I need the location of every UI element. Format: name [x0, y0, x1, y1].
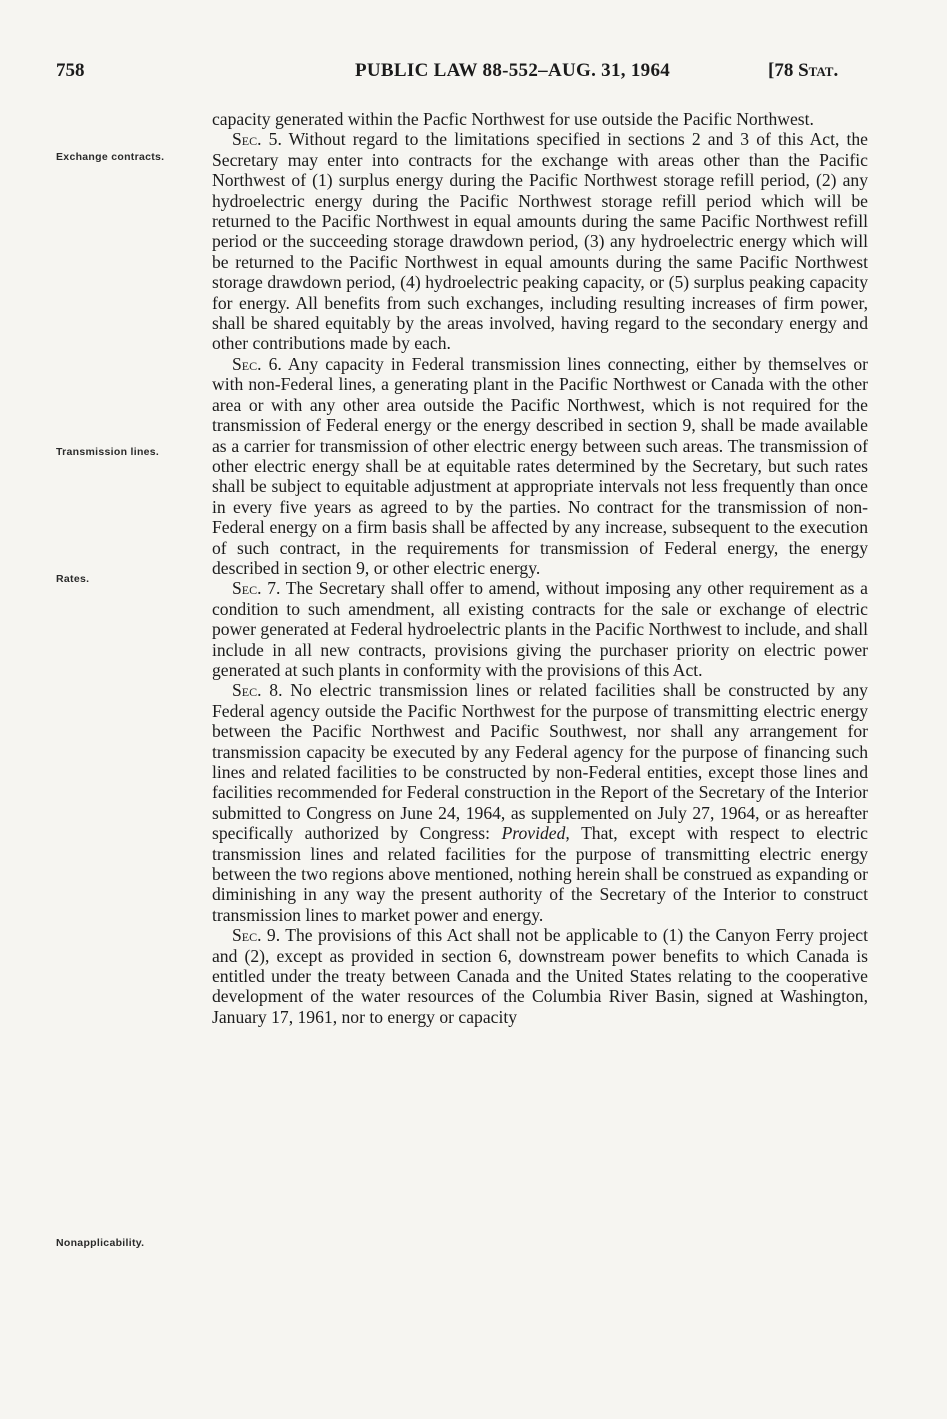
margin-note-rates: Rates.: [56, 573, 90, 585]
section-8-label: Sec. 8.: [232, 680, 283, 701]
section-9: [212, 925, 868, 1027]
section-8-proviso: Provided,: [501, 823, 570, 844]
margin-note-transmission-lines: Transmission lines.: [56, 446, 160, 458]
statute-reference: [78 Stat.: [768, 60, 839, 81]
section-5-text: Without regard to the limitations specified in sections 2 and 3 of this Act, the Secretary may enter into contracts for the exchange with areas other than the Pacific Northwest of (1) surplus energy during the Pacific Northwest storage refill period, (2) any hydroelectric energy during the Pacific Northwest storage refill period which will be returned to the Pacific Northwest in equal amounts during the same Pacific Northwest refill period or the succeeding storage drawdown period, (3) any hydroelectric energy which will be returned to the Pacific Northwest in equal amounts during the same Pacific Northwest storage drawdown period, (4) hydroelectric peaking capacity, or (5) surplus peaking capacity for energy. All benefits from such exchanges, including resulting increases of firm power, shall be shared equitably by the areas involved, having regard to the secondary energy and other contributions made by each.: [212, 129, 868, 354]
continuation-paragraph: capacity generated within the Pacfic Northwest for use outside the Pacific Northwest.: [212, 109, 814, 129]
section-8-text-before: No electric transmission lines or related facilities shall be constructed by any Federal agency outside the Pacific Northwest for the purpose of transmitting electric energy between the Pacific Northwest and Pacific Southwest, nor shall any arrangement for transmission capacity be executed by any Federal agency for the purpose of financing such lines and related facilities to be constructed by non-Federal entities, except those lines and facilities recommended for Federal construction in the Report of the Secretary of the Interior submitted to Congress on June 24, 1964, as supplemented on July 27, 1964, or as hereafter specifically authorized by Congress:: [212, 680, 868, 844]
page-number: 758: [56, 60, 85, 81]
section-6-label: Sec. 6.: [232, 353, 282, 374]
statute-body: [212, 109, 868, 1027]
section-6-text: Any capacity in Federal transmission lines connecting, either by themselves or with non-Federal lines, a generating plant in the Pacific Northwest or Canada with the other area or with any other area outside the Pacific Northwest, which is not required for the transmission of Federal energy or the energy described in section 9, shall be made available as a carrier for transmission of other electric energy between such areas. The transmission of other electric energy shall be at equitable rates determined by the Secretary, but such rates shall be subject to equitable adjustment at appropriate intervals not less frequently than once in every five years as agreed to by the parties. No contract for the transmission of non-Federal energy on a firm basis shall be affected by any increase, subsequent to the execution of such contract, in the requirements for transmission of Federal energy, the energy described in section 9, or other electric energy.: [212, 353, 868, 578]
running-title: PUBLIC LAW 88-552–AUG. 31, 1964: [355, 60, 671, 81]
section-7-text: The Secretary shall offer to amend, without imposing any other requirement as a condition to such amendment, all existing contracts for the sale or exchange of electric power generated at Federal hydroelectric plants in the Pacific Northwest to include, and shall include in all new contracts, provisions giving the purchaser priority on electric power generated at such plants in conformity with the provisions of this Act.: [212, 578, 868, 680]
section-8: [212, 680, 868, 925]
section-9-label: Sec. 9.: [232, 925, 281, 946]
section-8-text-after: That, except with respect to electric transmission lines and related facilities for the purpose of transmitting electric energy between the two regions above mentioned, nothing herein shall be construed as expanding or diminishing in any way the present authority of the Secretary of the Interior to construct transmission lines to market power and energy.: [212, 823, 868, 925]
section-9-text: The provisions of this Act shall not be applicable to (1) the Canyon Ferry project and (2), except as provided in section 6, downstream power benefits to which Canada is entitled under the treaty between Canada and the United States relating to the cooperative development of the water resources of the Columbia River Basin, signed at Washington, January 17, 1961, nor to energy or capacity: [212, 925, 868, 1027]
section-7: [212, 578, 868, 680]
page-header: [0, 60, 947, 90]
section-6: [212, 354, 868, 578]
section-5: [212, 129, 868, 353]
section-7-label: Sec. 7.: [232, 578, 281, 599]
margin-note-nonapplicability: Nonapplicability.: [56, 1237, 145, 1249]
section-5-label: Sec. 5.: [232, 129, 282, 150]
margin-note-exchange-contracts: Exchange contracts.: [56, 151, 165, 163]
